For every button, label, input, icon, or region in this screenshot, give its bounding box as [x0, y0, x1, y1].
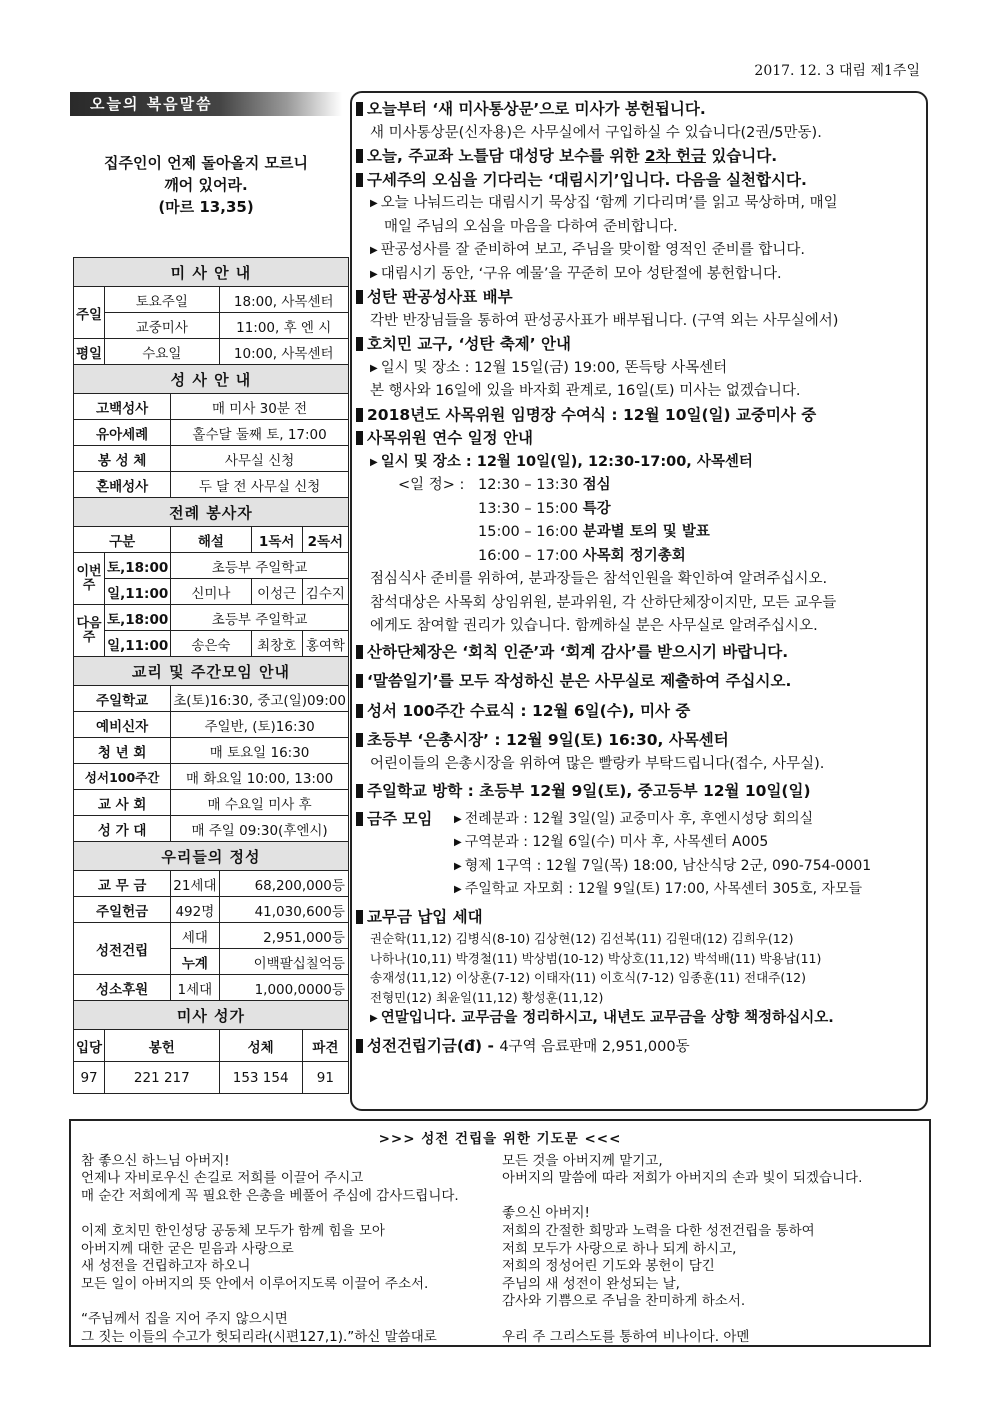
notice-title: 성전건립기금(đ) - 4구역 음료판매 2,951,000동: [356, 1035, 926, 1060]
week-label: 다음주: [74, 605, 105, 657]
prayer-line: [502, 1311, 919, 1329]
prayer-line: “주님께서 집을 지어 주지 않으시면: [81, 1310, 288, 1327]
prayer-box: [69, 1119, 931, 1347]
prayer-line: 아버지의 말씀에 따라 저희가 아버지의 손과 빛이 되겠습니다.: [502, 1170, 863, 1187]
col-header: 봉헌: [105, 1030, 219, 1062]
minister-merged: 초등부 주일학교: [171, 553, 349, 579]
row-label: 평일: [74, 339, 105, 365]
row-label: 성서100주간: [74, 764, 171, 790]
prayer-line: 매 순간 저희에게 꼭 필요한 은총을 베풀어 주심에 감사드립니다.: [81, 1187, 459, 1204]
square-bullet-icon: [356, 733, 363, 747]
square-bullet-icon: [356, 173, 363, 187]
notice-title: ‘말씀일기’를 모두 작성하신 분은 사무실로 제출하여 주십시오.: [356, 670, 926, 694]
row-label: 청 년 회: [74, 738, 171, 764]
offering-count: 1세대: [171, 975, 219, 1001]
minister-name: 이성근: [251, 579, 302, 605]
week-label: 이번주: [74, 553, 105, 605]
prayer-line: 이제 호치민 한인성당 공동체 모두가 함께 힘을 모아: [81, 1222, 385, 1239]
mass-day: 토,18:00: [105, 605, 171, 631]
notice-title: 2018년도 사목위원 임명장 수여식 : 12월 10일(일) 교중미사 중: [356, 404, 926, 428]
offering-amount: 1,000,0000등: [219, 975, 348, 1001]
minister-merged: 초등부 주일학교: [171, 605, 349, 631]
schedule-row: 16:00 – 17:00 사목회 정기총회: [478, 547, 686, 564]
col-header: 1독서: [251, 527, 302, 553]
minister-name: 송은숙: [171, 631, 251, 657]
mass-day: 일,11:00: [105, 579, 171, 605]
notice-text: 본 행사와 16일에 있을 바자회 관계로, 16일(토) 미사는 없겠습니다.: [370, 383, 801, 399]
notice-title: 금주 모임: [356, 808, 454, 902]
minister-name: 신미나: [171, 579, 251, 605]
square-bullet-icon: [356, 408, 363, 422]
square-bullet-icon: [356, 290, 363, 304]
square-bullet-icon: [356, 431, 363, 445]
section-header: 미사 성가: [74, 1001, 349, 1030]
row-label: 고백성사: [74, 394, 171, 420]
offering-count: 누계: [171, 949, 219, 975]
square-bullet-icon: [356, 149, 363, 163]
square-bullet-icon: [356, 645, 363, 659]
notice-bullet: ▶ 판공성사를 잘 준비하여 보고, 주님을 맞이할 영적인 준비를 합니다.: [370, 242, 805, 258]
row-label: 주일: [74, 287, 105, 339]
row-label: 봉 성 체: [74, 446, 171, 472]
date-line: 2017. 12. 3 대림 제1주일: [754, 63, 920, 79]
notice-title: 사목위원 연수 일정 안내: [356, 427, 926, 451]
schedule-row: <일 정> : 12:30 – 13:30 점심: [398, 477, 611, 493]
prayer-line: [81, 1205, 498, 1223]
row-label: 성 가 대: [74, 816, 171, 842]
prayer-line: [81, 1293, 498, 1311]
row-label: 성소후원: [74, 975, 171, 1001]
col-header: 해설: [171, 527, 251, 553]
notice-title: 오늘, 주교좌 노틀담 대성당 보수를 위한 2차 헌금 있습니다.: [356, 145, 926, 169]
notice-title: 성서 100주간 수료식 : 12월 6일(수), 미사 중: [356, 700, 926, 724]
square-bullet-icon: [356, 337, 363, 351]
gospel-reference: (마르 13,35): [158, 198, 254, 216]
prayer-line: 저희 모두가 사랑으로 하나 되게 하시고,: [502, 1240, 737, 1257]
notice-text: 새 미사통상문(신자용)은 사무실에서 구입하실 수 있습니다(2권/5만동).: [370, 124, 822, 141]
notice-bullet: ▶ 일시 및 장소 : 12월 10일(일), 12:30-17:00, 사목센터: [370, 453, 753, 470]
notice-title: 성탄 판공성사표 배부: [356, 286, 926, 310]
col-header: 입당: [74, 1030, 105, 1062]
schedule-row: 13:30 – 15:00 특강: [478, 500, 611, 517]
notice-title: 오늘부터 ‘새 미사통상문’으로 미사가 봉헌됩니다.: [356, 98, 926, 122]
triangle-bullet-icon: ▶: [370, 268, 378, 280]
col-header: 성체: [219, 1030, 302, 1062]
notice-bullet: ▶ 구역분과 : 12월 6일(수) 미사 후, 사목센터 A005: [454, 834, 769, 850]
notice-text: 매일 주님의 오심을 마음을 다하여 준비합니다.: [384, 218, 678, 235]
minister-name: 홍여학: [302, 631, 348, 657]
row-label: 혼배성사: [74, 472, 171, 498]
offering-count: 세대: [171, 923, 219, 949]
hymn-number: 221 217: [105, 1062, 219, 1094]
schedule-row: 15:00 – 16:00 분과별 토의 및 발표: [478, 524, 710, 540]
row-label: 주일학교: [74, 686, 171, 712]
triangle-bullet-icon: ▶: [454, 813, 462, 825]
prayer-line: 참 좋으신 하느님 아버지!: [81, 1152, 230, 1169]
gospel-title: 오늘의 복음말씀: [70, 92, 342, 116]
row-label: 성전건립: [74, 923, 171, 975]
notice-bullet: ▶ 전례분과 : 12월 3일(일) 교중미사 후, 후엔시성당 회의실: [454, 810, 814, 827]
prayer-line: 주님의 새 성전이 완성되는 날,: [502, 1275, 680, 1292]
mass-name: 수요일: [105, 339, 219, 365]
row-label: 유아세례: [74, 420, 171, 446]
mass-day: 일,11:00: [105, 631, 171, 657]
triangle-bullet-icon: ▶: [454, 860, 462, 872]
notice-text: 참석대상은 사목회 상임위원, 분과위원, 각 산하단체장이지만, 모든 교우들: [370, 594, 837, 611]
section-header: 교리 및 주간모임 안내: [74, 657, 349, 686]
notice-bullet: ▶ 형제 1구역 : 12월 7일(목) 18:00, 남산식당 2군, 090-754-0001: [454, 857, 872, 874]
triangle-bullet-icon: ▶: [370, 456, 378, 468]
row-value: 매 주일 09:30(후엔시): [171, 816, 349, 842]
prayer-line: 언제나 자비로우신 손길로 저희를 이끌어 주시고: [81, 1170, 364, 1187]
prayer-line: 저희의 정성어린 기도와 봉헌이 담긴: [502, 1258, 715, 1275]
col-header: 파견: [302, 1030, 348, 1062]
prayer-title: >>> 성전 건립을 위한 기도문 <<<: [378, 1131, 622, 1147]
offering-amount: 68,200,000등: [219, 871, 348, 897]
notice-text: 각반 반장님들을 통하여 판성공사표가 배부됩니다. (구역 외는 사무실에서): [370, 312, 839, 329]
hymn-number: 91: [302, 1062, 348, 1094]
offering-count: 492명: [171, 897, 219, 923]
offering-count: 21세대: [171, 871, 219, 897]
hymn-number: 153 154: [219, 1062, 302, 1094]
row-value: 사무실 신청: [171, 446, 349, 472]
triangle-bullet-icon: ▶: [370, 198, 378, 209]
row-value: 매 토요일 16:30: [171, 738, 349, 764]
square-bullet-icon: [356, 1039, 363, 1053]
mass-time: 10:00, 사목센터: [219, 339, 348, 365]
square-bullet-icon: [356, 812, 363, 826]
notice-bullet: ▶ 연말입니다. 교무금을 정리하시고, 내년도 교무금을 상향 책정하십시오.: [370, 1010, 834, 1026]
mass-time: 11:00, 후 엔 시: [219, 313, 348, 339]
notice-bullet: ▶ 대림시기 동안, ‘구유 예물’을 꾸준히 모아 성탄절에 봉헌합니다.: [370, 265, 782, 282]
gospel-line: 깨어 있어라.: [164, 176, 248, 194]
weekly-meetings: [356, 808, 926, 902]
triangle-bullet-icon: ▶: [454, 837, 462, 848]
mass-name: 교중미사: [105, 313, 219, 339]
notice-text: 점심식사 준비를 위하여, 분과장들은 참석인원을 확인하여 알려주십시오.: [370, 571, 828, 587]
row-value: 두 달 전 사무실 신청: [171, 472, 349, 498]
prayer-line: 모든 것을 아버지께 맡기고,: [502, 1152, 663, 1169]
gospel-line: 집주인이 언제 돌아올지 모르니: [103, 154, 309, 172]
prayer-line: 모든 일이 아버지의 뜻 안에서 이루어지도록 이끌어 주소서.: [81, 1275, 429, 1292]
row-label: 주일헌금: [74, 897, 171, 923]
col-header: 구분: [74, 527, 171, 553]
prayer-line: 저희의 간절한 희망과 노력을 다한 성전건립을 통하여: [502, 1222, 815, 1239]
prayer-line: 감사와 기쁨으로 주님을 찬미하게 하소서.: [502, 1293, 746, 1310]
prayer-left-column: [81, 1153, 498, 1347]
row-value: 매 미사 30분 전: [171, 394, 349, 420]
notices-content: [356, 98, 926, 1059]
section-header: 미 사 안 내: [74, 258, 349, 287]
notice-title: 초등부 ‘은총시장’ : 12월 9일(토) 16:30, 사목센터: [356, 729, 926, 753]
square-bullet-icon: [356, 910, 363, 924]
row-label: 교 사 회: [74, 790, 171, 816]
notice-bullet: ▶ 오늘 나눠드리는 대림시기 묵상집 ‘함께 기다리며’를 읽고 묵상하며, 매일: [370, 195, 838, 211]
minister-name: 최창호: [251, 631, 302, 657]
mass-time: 18:00, 사목센터: [219, 287, 348, 313]
notice-text: 에게도 참여할 권리가 있습니다. 함께하실 분은 사무실로 알려주십시오.: [370, 618, 818, 634]
mass-day: 토,18:00: [105, 553, 171, 579]
row-label: 예비신자: [74, 712, 171, 738]
prayer-right-column: [498, 1153, 919, 1347]
section-header: 우리들의 정성: [74, 842, 349, 871]
minister-name: 김수지: [302, 579, 348, 605]
square-bullet-icon: [356, 784, 363, 798]
donor-list-line: 나하나(10,11) 박경철(11) 박상범(10-12) 박상호(11,12) 박석배(11) 박용남(11): [370, 950, 822, 966]
square-bullet-icon: [356, 102, 363, 116]
square-bullet-icon: [356, 704, 363, 718]
donor-list-line: 송재성(11,12) 이상훈(7-12) 이태자(11) 이호식(7-12) 임종훈(11) 전대주(12): [370, 970, 806, 985]
row-value: 홀수달 둘째 토, 17:00: [171, 420, 349, 446]
mass-name: 토요주일: [105, 287, 219, 313]
prayer-line: [502, 1188, 919, 1206]
donor-list-line: 전형민(12) 최윤일(11,12) 황성훈(11,12): [370, 989, 604, 1005]
notice-title: 교무금 납입 세대: [356, 906, 926, 930]
notice-bullet: ▶ 일시 및 장소 : 12월 15일(금) 19:00, 똔득탕 사목센터: [370, 359, 728, 376]
notice-title: 주일학교 방학 : 초등부 12월 9일(토), 중고등부 12월 10일(일): [356, 780, 926, 804]
prayer-line: 좋으신 아버지!: [502, 1205, 590, 1222]
prayer-line: 아버지께 대한 굳은 믿음과 사랑으로: [81, 1240, 294, 1257]
notice-text: 어린이들의 은총시장을 위하여 많은 빨랑카 부탁드립니다(접수, 사무실).: [370, 755, 825, 772]
offering-amount: 2,951,000등: [219, 923, 348, 949]
prayer-line: 우리 주 그리스도를 통하여 비나이다. 아멘: [502, 1328, 750, 1345]
notice-bullet: ▶ 주일학교 자모회 : 12월 9일(토) 17:00, 사목센터 305호, 자모들: [454, 881, 863, 897]
gospel-text: [70, 152, 342, 218]
notice-title: 구세주의 오심을 기다리는 ‘대림시기’입니다. 다음을 실천합시다.: [356, 169, 926, 193]
triangle-bullet-icon: ▶: [370, 362, 378, 374]
row-label: 교 무 금: [74, 871, 171, 897]
section-header: 성 사 안 내: [74, 365, 349, 394]
donor-list-line: 권순학(11,12) 김병식(8-10) 김상현(12) 김선복(11) 김원대(12) 김희우(12): [370, 931, 794, 946]
notice-title: 호치민 교구, ‘성탄 축제’ 안내: [356, 333, 926, 357]
triangle-bullet-icon: ▶: [370, 1013, 378, 1024]
prayer-line: 그 짓는 이들의 수고가 헛되리라(시편127,1).”하신 말씀대로: [81, 1328, 437, 1345]
col-header: 2독서: [302, 527, 348, 553]
prayer-line: 새 성전을 건립하고자 하오니: [81, 1258, 251, 1275]
hymn-number: 97: [74, 1062, 105, 1094]
notice-title: 산하단체장은 ‘회칙 인준’과 ‘회계 감사’를 받으시기 바랍니다.: [356, 641, 926, 665]
row-value: 매 화요일 10:00, 13:00: [171, 764, 349, 790]
row-value: 초(토)16:30, 중고(일)09:00: [171, 686, 349, 712]
section-header: 전례 봉사자: [74, 498, 349, 527]
triangle-bullet-icon: ▶: [370, 245, 378, 256]
offering-amount: 이백팔십칠억등: [219, 949, 348, 975]
row-value: 매 수요일 미사 후: [171, 790, 349, 816]
triangle-bullet-icon: ▶: [454, 884, 462, 895]
square-bullet-icon: [356, 674, 363, 688]
row-value: 주일반, (토)16:30: [171, 712, 349, 738]
offering-amount: 41,030,600등: [219, 897, 348, 923]
parish-info-table: [73, 257, 349, 1094]
